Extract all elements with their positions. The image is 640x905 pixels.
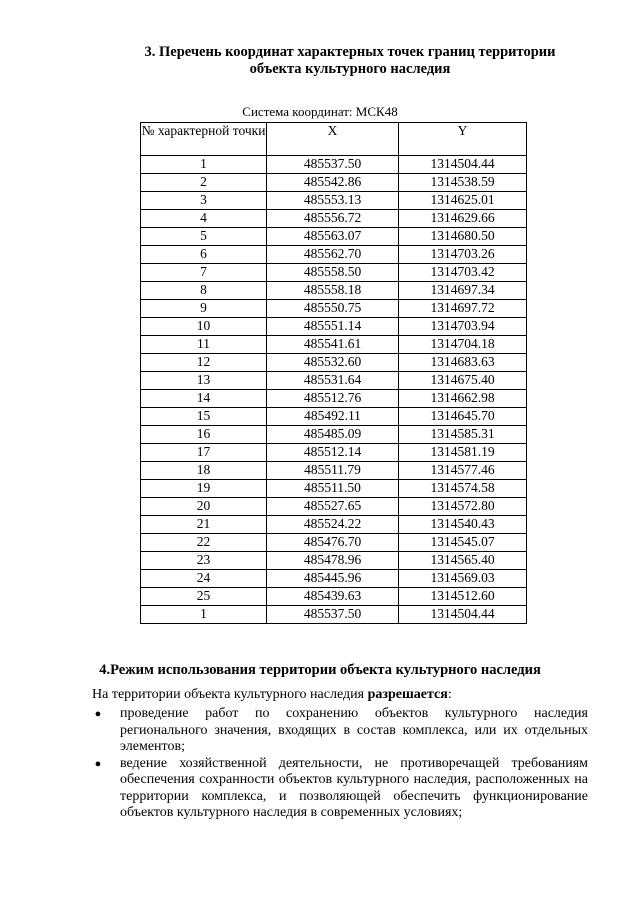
cell-x: 485492.11 xyxy=(267,408,399,426)
cell-y: 1314572.80 xyxy=(399,498,527,516)
cell-y: 1314625.01 xyxy=(399,192,527,210)
cell-point-number: 17 xyxy=(141,444,267,462)
cell-y: 1314697.34 xyxy=(399,282,527,300)
cell-y: 1314512.60 xyxy=(399,588,527,606)
cell-x: 485550.75 xyxy=(267,300,399,318)
table-row xyxy=(141,174,527,192)
bullet-icon: ● xyxy=(94,708,102,720)
cell-point-number: 19 xyxy=(141,480,267,498)
table-row xyxy=(141,480,527,498)
coordinates-table xyxy=(140,122,527,624)
cell-y: 1314540.43 xyxy=(399,516,527,534)
cell-x: 485485.09 xyxy=(267,426,399,444)
table-row xyxy=(141,282,527,300)
cell-x: 485511.79 xyxy=(267,462,399,480)
title-line-1: 3. Перечень координат характерных точек границ территории xyxy=(144,44,556,60)
cell-x: 485478.96 xyxy=(267,552,399,570)
cell-point-number: 18 xyxy=(141,462,267,480)
table-row xyxy=(141,354,527,372)
cell-point-number: 23 xyxy=(141,552,267,570)
title-line-2: объекта культурного наследия xyxy=(249,61,451,77)
cell-point-number: 15 xyxy=(141,408,267,426)
cell-y: 1314504.44 xyxy=(399,606,527,624)
cell-y: 1314585.31 xyxy=(399,426,527,444)
cell-point-number: 22 xyxy=(141,534,267,552)
header-x: X xyxy=(267,123,399,156)
list-item-text: ведение хозяйственной деятельности, не противоречащей требованиям обеспечения сохранности объектов культурного наследия, расположенных на территории комплекса, и позволяющей обеспечить функционирование объектов культурного наследия в современных условиях; xyxy=(120,755,588,820)
cell-x: 485439.63 xyxy=(267,588,399,606)
intro-bold-word: разрешается xyxy=(367,687,448,702)
cell-point-number: 10 xyxy=(141,318,267,336)
cell-x: 485511.50 xyxy=(267,480,399,498)
cell-point-number: 14 xyxy=(141,390,267,408)
bullet-icon: ● xyxy=(94,757,102,770)
cell-point-number: 1 xyxy=(141,606,267,624)
cell-point-number: 13 xyxy=(141,372,267,390)
table-header-row xyxy=(141,123,527,156)
cell-x: 485527.65 xyxy=(267,498,399,516)
cell-y: 1314574.58 xyxy=(399,480,527,498)
cell-point-number: 5 xyxy=(141,228,267,246)
table-row xyxy=(141,444,527,462)
cell-x: 485558.18 xyxy=(267,282,399,300)
cell-y: 1314704.18 xyxy=(399,336,527,354)
table-row xyxy=(141,462,527,480)
cell-x: 485542.86 xyxy=(267,174,399,192)
table-row xyxy=(141,372,527,390)
table-row xyxy=(141,192,527,210)
cell-y: 1314697.72 xyxy=(399,300,527,318)
cell-point-number: 20 xyxy=(141,498,267,516)
table-row xyxy=(141,246,527,264)
cell-x: 485537.50 xyxy=(267,156,399,174)
table-row xyxy=(141,300,527,318)
cell-y: 1314645.70 xyxy=(399,408,527,426)
table-row xyxy=(141,228,527,246)
table-row xyxy=(141,498,527,516)
coordinates-table-body xyxy=(141,156,527,624)
cell-y: 1314703.26 xyxy=(399,246,527,264)
cell-y: 1314683.63 xyxy=(399,354,527,372)
section-3-title xyxy=(110,44,590,78)
cell-x: 485476.70 xyxy=(267,534,399,552)
cell-x: 485551.14 xyxy=(267,318,399,336)
cell-point-number: 16 xyxy=(141,426,267,444)
table-row xyxy=(141,516,527,534)
cell-y: 1314504.44 xyxy=(399,156,527,174)
cell-y: 1314569.03 xyxy=(399,570,527,588)
cell-x: 485558.50 xyxy=(267,264,399,282)
cell-x: 485445.96 xyxy=(267,570,399,588)
table-row xyxy=(141,264,527,282)
cell-x: 485512.14 xyxy=(267,444,399,462)
coordinate-system-caption: Система координат: МСК48 xyxy=(242,104,398,119)
list-item xyxy=(92,756,588,822)
cell-y: 1314538.59 xyxy=(399,174,527,192)
header-point-number: № характерной точки xyxy=(141,123,267,156)
cell-y: 1314703.94 xyxy=(399,318,527,336)
table-row xyxy=(141,552,527,570)
cell-y: 1314675.40 xyxy=(399,372,527,390)
header-y: Y xyxy=(399,123,527,156)
cell-point-number: 1 xyxy=(141,156,267,174)
cell-x: 485553.13 xyxy=(267,192,399,210)
cell-point-number: 12 xyxy=(141,354,267,372)
cell-y: 1314565.40 xyxy=(399,552,527,570)
cell-y: 1314662.98 xyxy=(399,390,527,408)
cell-x: 485556.72 xyxy=(267,210,399,228)
cell-y: 1314581.19 xyxy=(399,444,527,462)
cell-point-number: 7 xyxy=(141,264,267,282)
table-row xyxy=(141,534,527,552)
cell-y: 1314629.66 xyxy=(399,210,527,228)
section-4-heading: 4.Режим использования территории объекта культурного наследия xyxy=(99,662,541,678)
table-row xyxy=(141,606,527,624)
cell-point-number: 9 xyxy=(141,300,267,318)
cell-point-number: 6 xyxy=(141,246,267,264)
table-row xyxy=(141,426,527,444)
allowed-activities-list xyxy=(92,706,588,822)
table-row xyxy=(141,156,527,174)
cell-point-number: 21 xyxy=(141,516,267,534)
table-row xyxy=(141,588,527,606)
cell-point-number: 11 xyxy=(141,336,267,354)
intro-colon: : xyxy=(447,687,452,702)
cell-x: 485532.60 xyxy=(267,354,399,372)
list-item xyxy=(92,706,588,756)
intro-text: На территории объекта культурного наследия xyxy=(92,687,368,702)
cell-point-number: 4 xyxy=(141,210,267,228)
table-row xyxy=(141,210,527,228)
list-item-text: проведение работ по сохранению объектов культурного наследия регионального значения, входящих в состав комплекса, или их отдельных элементов; xyxy=(120,706,588,754)
cell-point-number: 25 xyxy=(141,588,267,606)
cell-y: 1314545.07 xyxy=(399,534,527,552)
table-row xyxy=(141,408,527,426)
cell-x: 485537.50 xyxy=(267,606,399,624)
table-row xyxy=(141,318,527,336)
cell-x: 485563.07 xyxy=(267,228,399,246)
cell-x: 485531.64 xyxy=(267,372,399,390)
cell-y: 1314577.46 xyxy=(399,462,527,480)
section-4-intro xyxy=(92,687,592,703)
table-row xyxy=(141,390,527,408)
table-row xyxy=(141,570,527,588)
cell-y: 1314703.42 xyxy=(399,264,527,282)
cell-x: 485541.61 xyxy=(267,336,399,354)
cell-x: 485562.70 xyxy=(267,246,399,264)
cell-point-number: 2 xyxy=(141,174,267,192)
cell-point-number: 24 xyxy=(141,570,267,588)
cell-y: 1314680.50 xyxy=(399,228,527,246)
cell-point-number: 8 xyxy=(141,282,267,300)
cell-point-number: 3 xyxy=(141,192,267,210)
cell-x: 485512.76 xyxy=(267,390,399,408)
cell-x: 485524.22 xyxy=(267,516,399,534)
table-row xyxy=(141,336,527,354)
